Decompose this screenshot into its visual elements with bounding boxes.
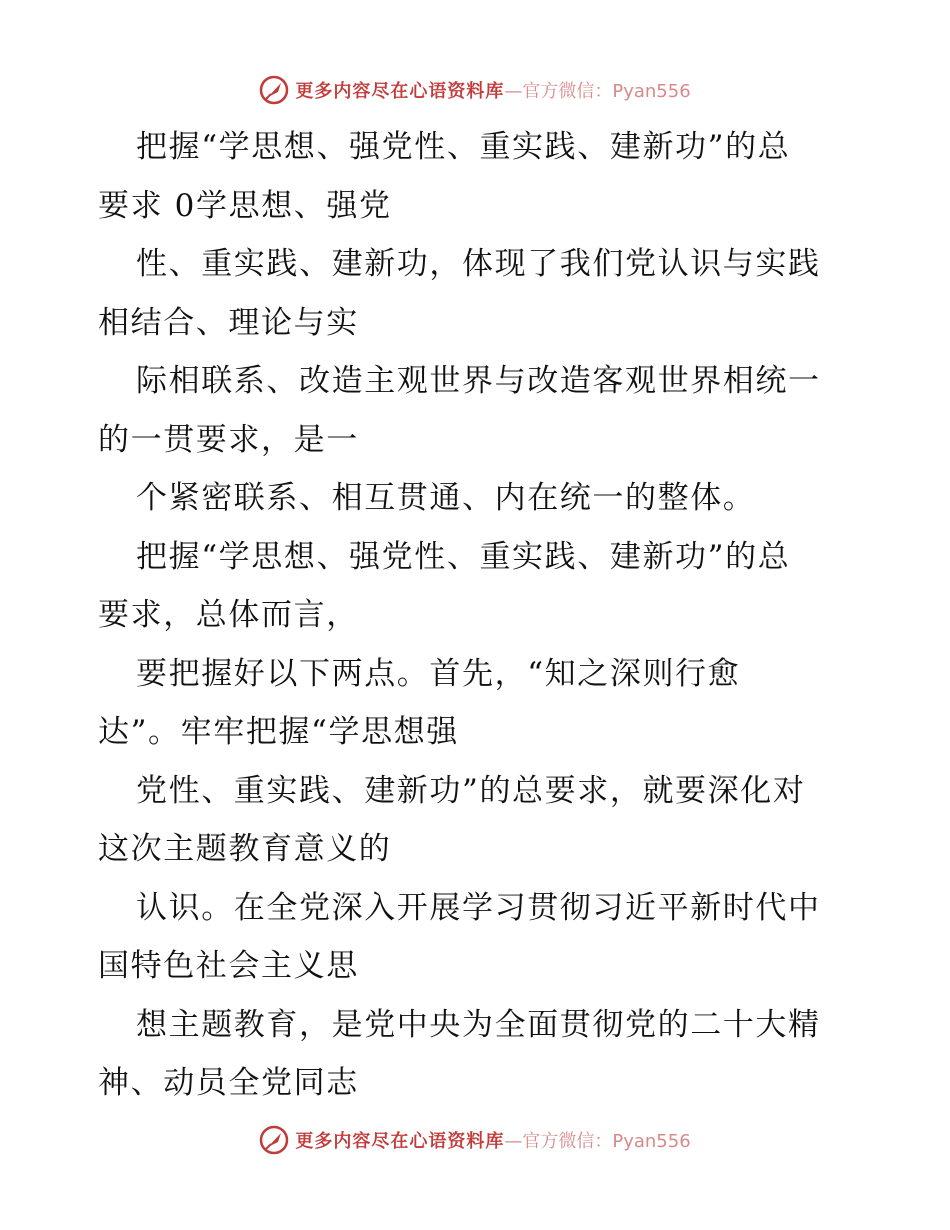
feather-logo-icon — [259, 1125, 289, 1155]
text-line: 认识。在全党深入开展学习贯彻习近平新时代中 — [136, 889, 821, 926]
document-body — [98, 118, 858, 1113]
text-line: 达”。牢牢把握“学思想强 — [98, 714, 459, 750]
text-line: 把握“学思想、强党性、重实践、建新功”的总 — [136, 538, 791, 575]
feather-logo-icon — [259, 75, 289, 105]
text-line: 个紧密联系、相互贯通、内在统一的整体。 — [136, 480, 756, 516]
text-line: 把握“学思想、强党性、重实践、建新功”的总 — [136, 129, 791, 165]
text-line: 性、重实践、建新功，体现了我们党认识与实践 — [136, 246, 821, 282]
text-line: 想主题教育，是党中央为全面贯彻党的二十大精 — [136, 1006, 821, 1043]
text-line: 神、动员全党同志 — [98, 1065, 359, 1101]
text-line: 要求，总体而言， — [98, 597, 359, 633]
text-line: 国特色社会主义思 — [98, 948, 359, 984]
text-line: 要把握好以下两点。首先，“知之深则行愈 — [136, 655, 741, 692]
watermark-sub-text: —官方微信：Pyan556 — [504, 81, 691, 102]
text-line: 党性、重实践、建新功”的总要求，就要深化对 — [136, 772, 806, 809]
watermark-sub-text: —官方微信：Pyan556 — [504, 1131, 691, 1152]
text-line: 要求 0学思想、强党 — [98, 187, 392, 224]
footer-watermark — [0, 1120, 950, 1160]
header-watermark — [0, 70, 950, 110]
watermark-main-text: 更多内容尽在心语资料库 — [295, 1131, 505, 1152]
text-line: 的一贯要求，是一 — [98, 421, 359, 458]
text-line: 相结合、理论与实 — [98, 304, 359, 341]
text-line: 际相联系、改造主观世界与改造客观世界相统一 — [136, 363, 821, 399]
watermark-main-text: 更多内容尽在心语资料库 — [295, 81, 505, 102]
text-line: 这次主题教育意义的 — [98, 831, 392, 867]
